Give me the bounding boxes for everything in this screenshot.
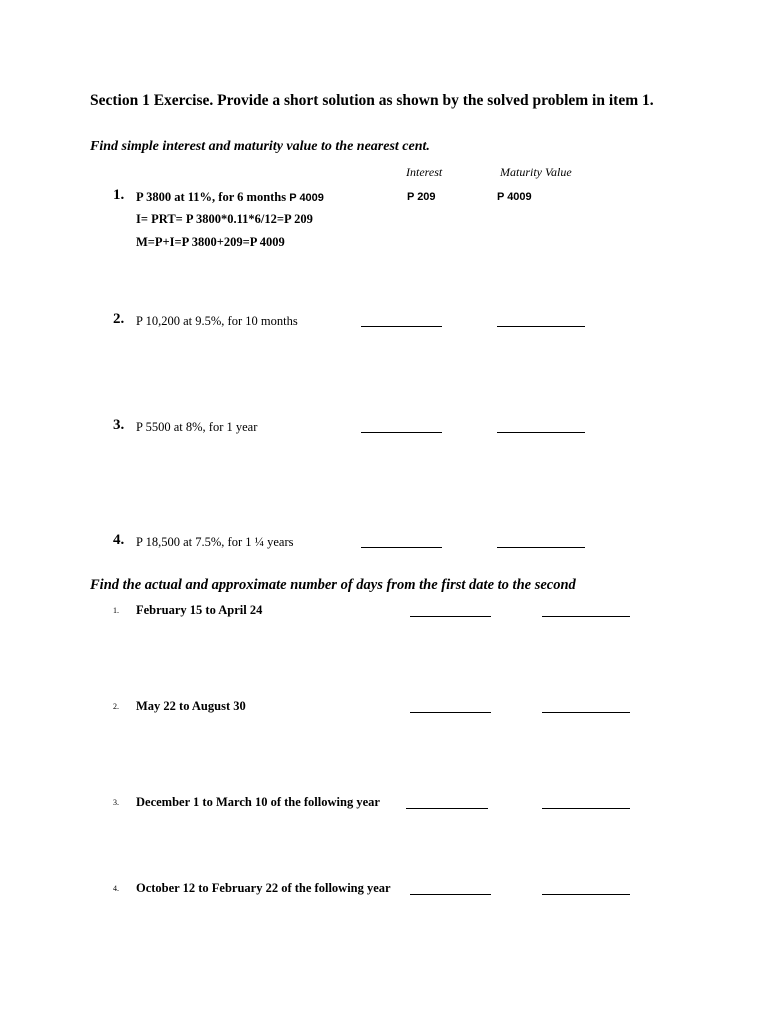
item-problem-text: P 3800 at 11%, for 6 months	[136, 190, 287, 204]
interest-answer-blank[interactable]	[361, 325, 442, 327]
approximate-days-blank[interactable]	[542, 893, 630, 895]
interest-answer-blank[interactable]	[361, 431, 442, 433]
item-problem: February 15 to April 24	[136, 603, 263, 617]
item-problem: October 12 to February 22 of the following year	[136, 881, 391, 895]
column-header-interest: Interest	[406, 165, 443, 179]
item-number: 4.	[113, 884, 119, 893]
part1-heading: Find simple interest and maturity value to the nearest cent.	[90, 139, 430, 154]
item-problem: December 1 to March 10 of the following year	[136, 795, 380, 809]
interest-answer-blank[interactable]	[361, 546, 442, 548]
item-problem-answer: P 4009	[289, 192, 324, 204]
maturity-answer: P 4009	[497, 191, 532, 203]
item-number: 4.	[113, 532, 125, 548]
approximate-days-blank[interactable]	[542, 711, 630, 713]
column-header-maturity-value: Maturity Value	[500, 165, 572, 179]
item-problem: P 10,200 at 9.5%, for 10 months	[136, 314, 298, 328]
maturity-answer-blank[interactable]	[497, 546, 585, 548]
item-number: 2.	[113, 702, 119, 711]
solution-line-maturity: M=P+I=P 3800+209=P 4009	[136, 235, 285, 249]
item-number: 1.	[113, 606, 119, 615]
solution-line-interest: I= PRT= P 3800*0.11*6/12=P 209	[136, 212, 313, 226]
item-problem: P 5500 at 8%, for 1 year	[136, 420, 258, 434]
actual-days-blank[interactable]	[406, 807, 488, 809]
maturity-answer-blank[interactable]	[497, 431, 585, 433]
maturity-answer-blank[interactable]	[497, 325, 585, 327]
item-number: 1.	[113, 187, 125, 203]
actual-days-blank[interactable]	[410, 711, 491, 713]
item-problem	[136, 190, 324, 205]
actual-days-blank[interactable]	[410, 615, 491, 617]
approximate-days-blank[interactable]	[542, 615, 630, 617]
approximate-days-blank[interactable]	[542, 807, 630, 809]
item-number: 3.	[113, 798, 119, 807]
interest-answer: P 209	[407, 191, 436, 203]
item-number: 3.	[113, 417, 125, 433]
item-problem: May 22 to August 30	[136, 699, 246, 713]
item-problem: P 18,500 at 7.5%, for 1 ¼ years	[136, 535, 294, 549]
page-title: Section 1 Exercise. Provide a short solution as shown by the solved problem in item 1.	[90, 92, 654, 109]
actual-days-blank[interactable]	[410, 893, 491, 895]
part2-heading: Find the actual and approximate number of days from the first date to the second	[90, 577, 576, 593]
item-number: 2.	[113, 311, 125, 327]
